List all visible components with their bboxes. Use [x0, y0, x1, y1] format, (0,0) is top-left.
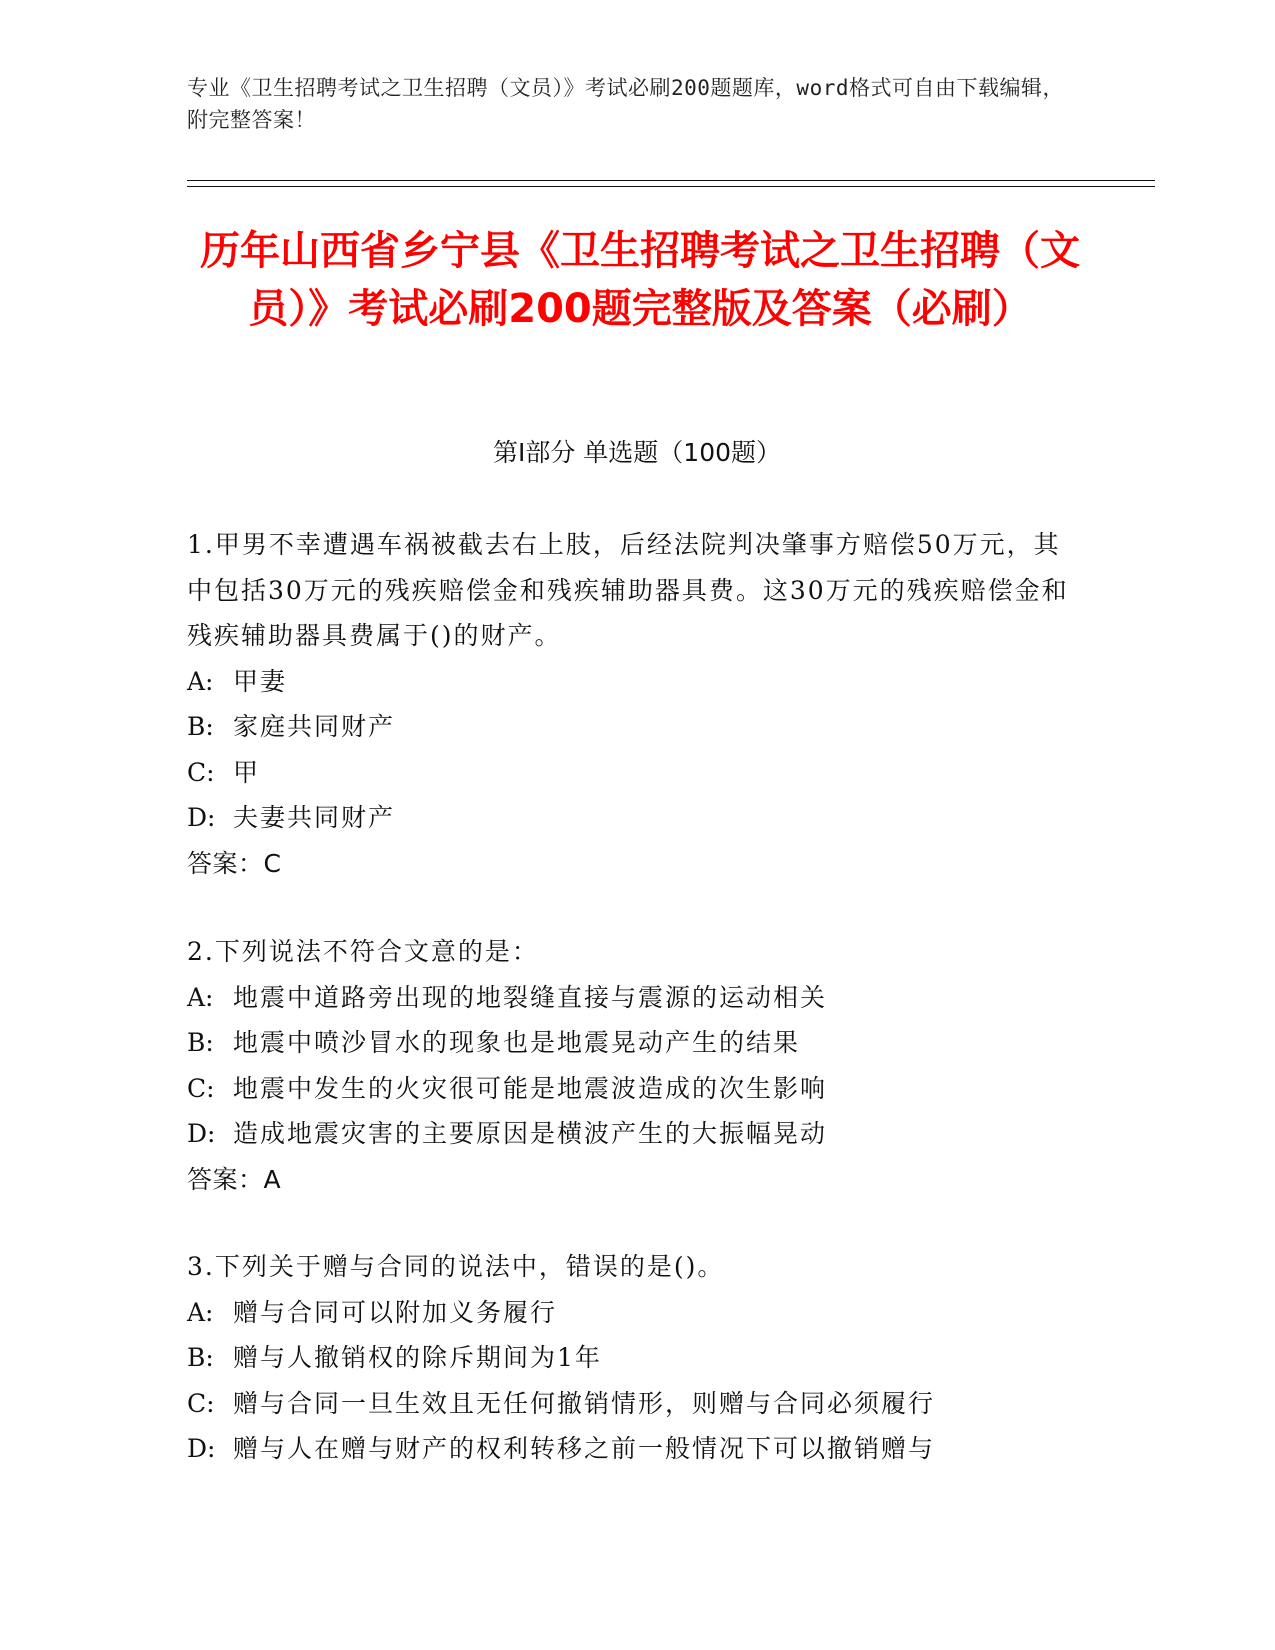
option-key: A: [187, 666, 214, 696]
header-note: 专业《卫生招聘考试之卫生招聘（文员）》考试必刷200题题库，word格式可自由下载编辑，附完整答案！ [187, 76, 1064, 132]
option-key: B: [187, 712, 214, 741]
option-text: 夫妻共同财产 [233, 803, 396, 832]
option-d [187, 1111, 1087, 1157]
header-divider-secondary [187, 186, 1155, 187]
option-text: 家庭共同财产 [233, 712, 396, 741]
section-heading: 第Ⅰ部分 单选题（100题） [492, 438, 782, 467]
answer-line: 答案：A [187, 1164, 282, 1194]
option-text: 地震中道路旁出现的地裂缝直接与震源的运动相关 [233, 982, 828, 1012]
option-b [187, 1335, 1087, 1381]
option-key: C: [187, 1388, 215, 1418]
option-key: A: [187, 982, 214, 1012]
option-key: D: [187, 1119, 216, 1148]
option-text: 甲妻 [233, 666, 288, 696]
question-stem: 1.甲男不幸遭遇车祸被截去右上肢，后经法院判决肇事方赔偿50万元，其中包括30万元的残疾赔偿金和残疾辅助器具费。这30万元的残疾赔偿金和残疾辅助器具费属于()的财产。 [187, 530, 1069, 650]
option-key: D: [187, 1434, 216, 1463]
option-d [187, 1426, 1087, 1472]
option-a [187, 659, 1087, 705]
option-c [187, 1381, 1087, 1427]
option-d [187, 795, 1087, 841]
option-text: 地震中喷沙冒水的现象也是地震晃动产生的结果 [233, 1028, 801, 1057]
option-c [187, 1066, 1087, 1112]
option-text: 造成地震灾害的主要原因是横波产生的大振幅晃动 [233, 1119, 828, 1148]
option-b [187, 704, 1087, 750]
question-3 [187, 1244, 1087, 1472]
option-key: C: [187, 1073, 215, 1103]
option-c [187, 750, 1087, 796]
question-stem: 3.下列关于赠与合同的说法中，错误的是()。 [187, 1252, 725, 1281]
question-stem: 2.下列说法不符合文意的是： [187, 937, 539, 966]
option-key: B: [187, 1343, 214, 1372]
option-text: 赠与合同一旦生效且无任何撤销情形，则赠与合同必须履行 [233, 1388, 936, 1418]
option-key: C: [187, 757, 215, 787]
option-key: D: [187, 803, 216, 832]
header-divider [187, 180, 1155, 181]
option-text: 赠与人撤销权的除斥期间为1年 [233, 1343, 602, 1372]
option-b [187, 1020, 1087, 1066]
option-text: 赠与合同可以附加义务履行 [233, 1297, 558, 1327]
document-title: 历年山西省乡宁县《卫生招聘考试之卫生招聘（文员）》考试必刷200题完整版及答案（必刷） [200, 228, 1080, 332]
option-text: 地震中发生的火灾很可能是地震波造成的次生影响 [233, 1073, 828, 1103]
option-key: A: [187, 1297, 214, 1327]
option-a [187, 975, 1087, 1021]
option-text: 甲 [233, 757, 261, 787]
question-1 [187, 522, 1087, 886]
option-a [187, 1290, 1087, 1336]
option-text: 赠与人在赠与财产的权利转移之前一般情况下可以撤销赠与 [233, 1434, 936, 1463]
question-2 [187, 929, 1087, 1202]
option-key: B: [187, 1028, 214, 1057]
answer-line: 答案：C [187, 848, 282, 878]
